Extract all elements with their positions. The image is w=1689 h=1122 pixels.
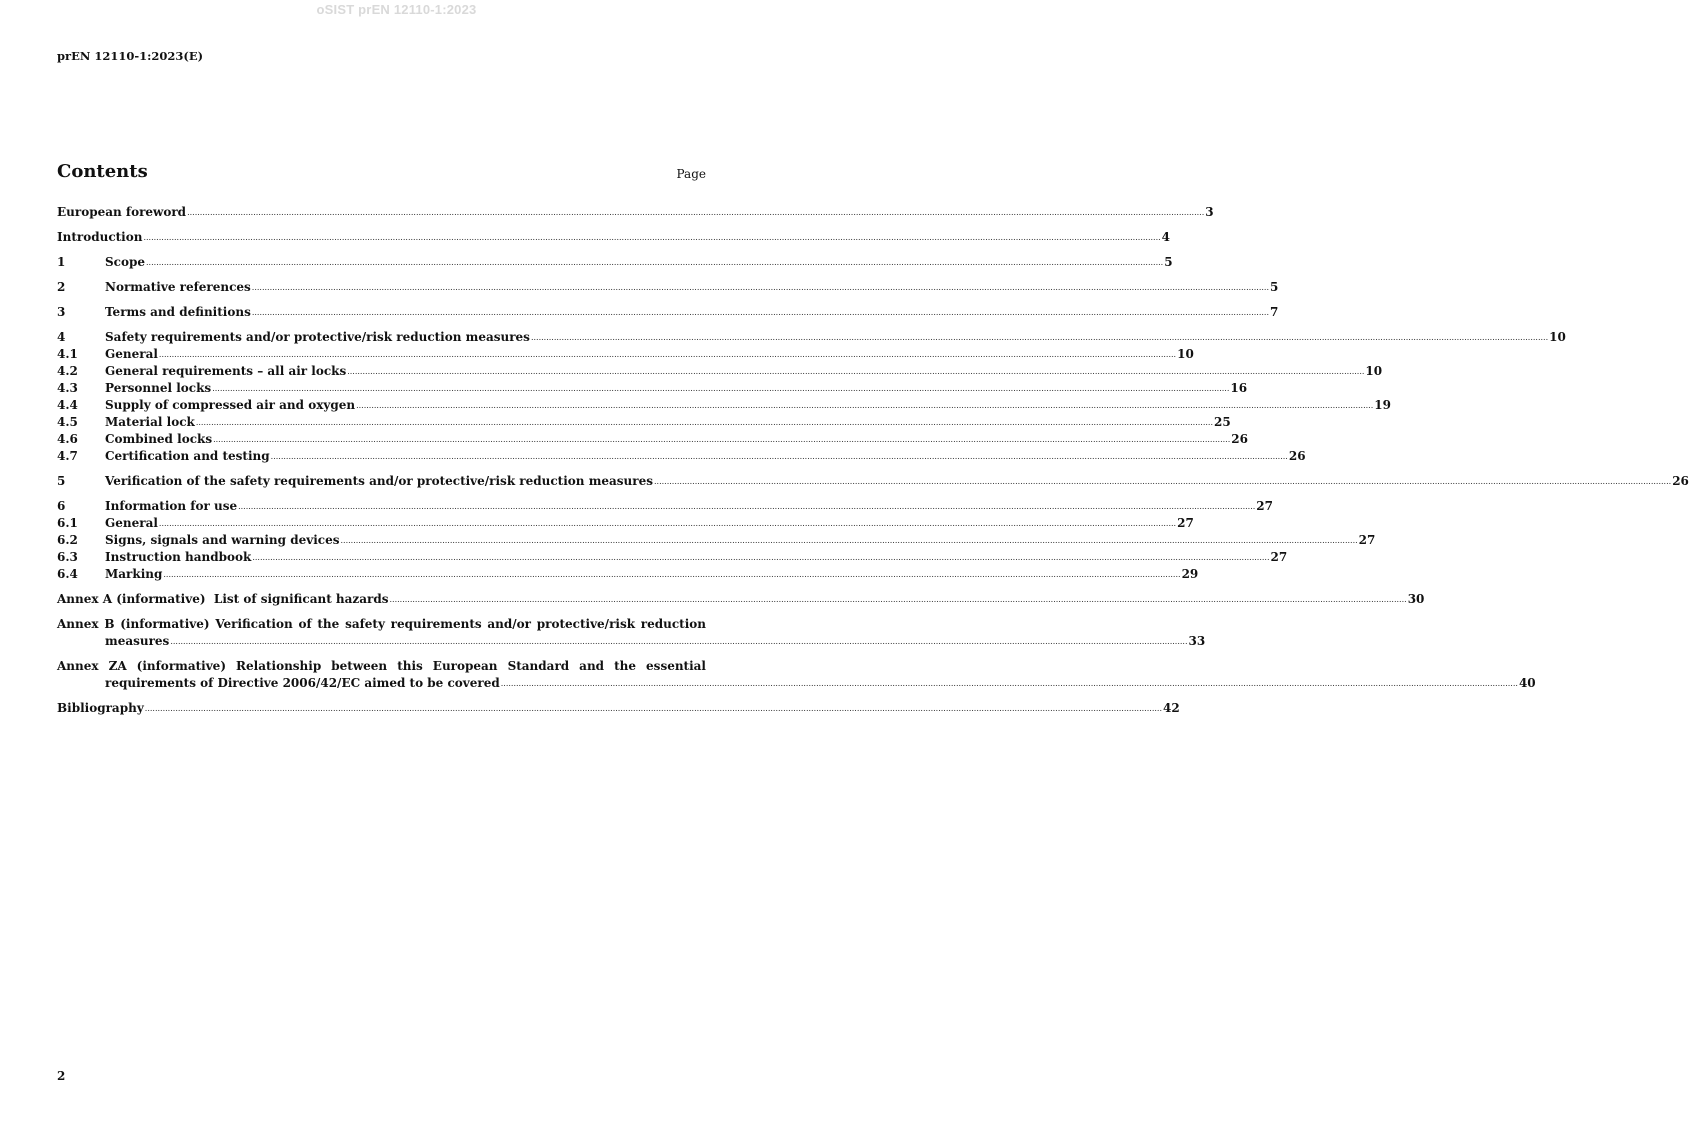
toc-page: 27	[1270, 550, 1288, 564]
toc-page: 25	[1214, 415, 1231, 429]
toc-number: 4.2	[57, 364, 78, 378]
toc-title-line1: Annex ZA (informative) Relationship between this European Standard and the essential	[57, 659, 706, 673]
toc-page: 42	[1162, 701, 1180, 715]
toc-entry-4-7-certification[interactable]	[57, 448, 1306, 465]
toc-entry-information-for-use[interactable]	[57, 498, 1273, 515]
toc-entry-6-2-signs[interactable]	[57, 532, 1376, 549]
toc-title-line2-row	[57, 633, 1206, 650]
toc-title: Material lock	[105, 415, 195, 429]
toc-page: 30	[1407, 592, 1425, 606]
toc-page: 7	[1270, 305, 1279, 319]
toc-title: General	[105, 347, 158, 361]
dot-leader: ................................................................................................................................................................................................................................................................................................................................................................................................................	[170, 637, 1188, 646]
toc-page: 16	[1230, 381, 1248, 395]
toc-title: Scope	[105, 255, 146, 269]
toc-entry-scope[interactable]	[57, 254, 1173, 271]
dot-leader: ................................................................................................................................................................................................................................................................................................................................................................................................................	[195, 418, 1213, 427]
toc-number: 4.1	[57, 347, 78, 361]
toc-entry-verification[interactable]	[57, 473, 1689, 490]
toc-page: 40	[1518, 676, 1536, 690]
toc-number: 4	[57, 330, 66, 344]
toc-title: Annex A (informative) List of significant hazards	[57, 592, 389, 606]
toc-entry-4-2-general-requirements[interactable]	[57, 363, 1383, 380]
dot-leader: ................................................................................................................................................................................................................................................................................................................................................................................................................	[238, 502, 1256, 511]
toc-title: Certification and testing	[105, 449, 270, 463]
toc-page: 26	[1231, 432, 1248, 446]
toc-title-line1: Annex B (informative) Verification of the safety requirements and/or protective/risk reduction	[57, 617, 706, 631]
dot-leader: ................................................................................................................................................................................................................................................................................................................................................................................................................	[500, 679, 1518, 688]
toc-title: Marking	[105, 567, 163, 581]
toc-number: 4.5	[57, 415, 78, 429]
toc-page: 10	[1365, 364, 1383, 378]
toc-title: Normative references	[105, 280, 251, 294]
toc-entry-annex-a[interactable]	[57, 591, 1425, 608]
toc-title-line2: measures	[105, 634, 170, 648]
toc-title: European foreword	[57, 205, 187, 219]
toc-entry-6-1-general[interactable]	[57, 515, 1194, 532]
toc-title: Safety requirements and/or protective/risk reduction measures	[105, 330, 530, 344]
toc-entry-4-4-supply[interactable]	[57, 397, 1391, 414]
dot-leader: ................................................................................................................................................................................................................................................................................................................................................................................................................	[213, 435, 1231, 444]
toc-page: 5	[1269, 280, 1279, 294]
toc-number: 4.4	[57, 398, 78, 412]
toc-number: 3	[57, 305, 66, 319]
toc-number: 5	[57, 474, 66, 488]
toc-page: 33	[1188, 634, 1206, 648]
toc-entry-normative-references[interactable]	[57, 279, 1279, 296]
toc-title: Information for use	[105, 499, 238, 513]
toc-number: 6.4	[57, 567, 78, 581]
toc-title: Combined locks	[105, 432, 213, 446]
dot-leader: ................................................................................................................................................................................................................................................................................................................................................................................................................	[270, 452, 1288, 461]
dot-leader: ................................................................................................................................................................................................................................................................................................................................................................................................................	[654, 477, 1672, 486]
toc-page: 5	[1164, 255, 1173, 269]
toc-title: Instruction handbook	[105, 550, 252, 564]
dot-leader: ................................................................................................................................................................................................................................................................................................................................................................................................................	[252, 553, 1270, 562]
toc-number: 6.2	[57, 533, 78, 547]
dot-leader: ................................................................................................................................................................................................................................................................................................................................................................................................................	[143, 233, 1161, 242]
toc-entry-bibliography[interactable]	[57, 700, 1180, 717]
toc-entry-annex-za[interactable]	[57, 658, 1536, 692]
toc-title: Verification of the safety requirements and/or protective/risk reduction measures	[105, 474, 653, 488]
dot-leader: ................................................................................................................................................................................................................................................................................................................................................................................................................	[530, 333, 1549, 342]
toc-page: 4	[1161, 230, 1171, 244]
toc-page: 10	[1177, 347, 1194, 361]
document-id: prEN 12110-1:2023(E)	[57, 49, 204, 63]
dot-leader: ................................................................................................................................................................................................................................................................................................................................................................................................................	[187, 208, 1205, 217]
dot-leader: ................................................................................................................................................................................................................................................................................................................................................................................................................	[163, 570, 1181, 579]
dot-leader: ................................................................................................................................................................................................................................................................................................................................................................................................................	[158, 350, 1177, 359]
dot-leader: ................................................................................................................................................................................................................................................................................................................................................................................................................	[212, 384, 1230, 393]
contents-heading: Contents	[57, 161, 148, 182]
toc-page: 26	[1672, 474, 1689, 488]
toc-number: 4.7	[57, 449, 78, 463]
watermark: oSIST prEN 12110-1:2023	[316, 2, 477, 17]
dot-leader: ................................................................................................................................................................................................................................................................................................................................................................................................................	[251, 308, 1270, 317]
toc-title: General	[105, 516, 158, 530]
toc-title: Bibliography	[57, 701, 144, 715]
toc-number: 6.3	[57, 550, 78, 564]
toc-number: 1	[57, 255, 66, 269]
toc-page: 27	[1358, 533, 1376, 547]
toc-title: General requirements – all air locks	[105, 364, 347, 378]
toc-page: 27	[1177, 516, 1194, 530]
table-of-contents	[57, 204, 1689, 717]
toc-page: 26	[1288, 449, 1306, 463]
toc-number: 2	[57, 280, 66, 294]
toc-title: Personnel locks	[105, 381, 212, 395]
dot-leader: ................................................................................................................................................................................................................................................................................................................................................................................................................	[356, 401, 1374, 410]
dot-leader: ................................................................................................................................................................................................................................................................................................................................................................................................................	[158, 519, 1177, 528]
toc-number: 4.6	[57, 432, 78, 446]
toc-page: 27	[1256, 499, 1273, 513]
toc-entry-4-5-material-lock[interactable]	[57, 414, 1231, 431]
toc-title: Terms and definitions	[105, 305, 251, 319]
dot-leader: ................................................................................................................................................................................................................................................................................................................................................................................................................	[146, 258, 1164, 267]
toc-entry-safety-requirements[interactable]	[57, 329, 1566, 346]
toc-title: Signs, signals and warning devices	[105, 533, 340, 547]
toc-page: 3	[1205, 205, 1214, 219]
toc-entry-6-4-marking[interactable]	[57, 566, 1199, 583]
footer-page-number: 2	[57, 1069, 66, 1083]
toc-page: 29	[1181, 567, 1199, 581]
toc-title: Introduction	[57, 230, 143, 244]
dot-leader: ................................................................................................................................................................................................................................................................................................................................................................................................................	[389, 595, 1407, 604]
dot-leader: ................................................................................................................................................................................................................................................................................................................................................................................................................	[340, 536, 1358, 545]
toc-entry-4-3-personnel-locks[interactable]	[57, 380, 1248, 397]
toc-page: 19	[1374, 398, 1391, 412]
toc-entry-4-6-combined-locks[interactable]	[57, 431, 1248, 448]
toc-title-line2: requirements of Directive 2006/42/EC aimed to be covered	[105, 676, 500, 690]
toc-entry-terms-and-definitions[interactable]	[57, 304, 1279, 321]
toc-entry-annex-b[interactable]	[57, 616, 1206, 650]
toc-number: 6	[57, 499, 66, 513]
dot-leader: ................................................................................................................................................................................................................................................................................................................................................................................................................	[144, 704, 1162, 713]
toc-entry-european-foreword[interactable]	[57, 204, 1214, 221]
toc-title-line2-row	[57, 675, 1536, 692]
toc-number: 6.1	[57, 516, 78, 530]
dot-leader: ................................................................................................................................................................................................................................................................................................................................................................................................................	[251, 283, 1269, 292]
dot-leader: ................................................................................................................................................................................................................................................................................................................................................................................................................	[347, 367, 1365, 376]
page-column-label: Page	[676, 167, 706, 181]
toc-entry-introduction[interactable]	[57, 229, 1171, 246]
toc-entry-4-1-general[interactable]	[57, 346, 1194, 363]
toc-number: 4.3	[57, 381, 78, 395]
toc-page: 10	[1549, 330, 1566, 344]
toc-title: Supply of compressed air and oxygen	[105, 398, 356, 412]
toc-entry-6-3-instruction-handbook[interactable]	[57, 549, 1288, 566]
